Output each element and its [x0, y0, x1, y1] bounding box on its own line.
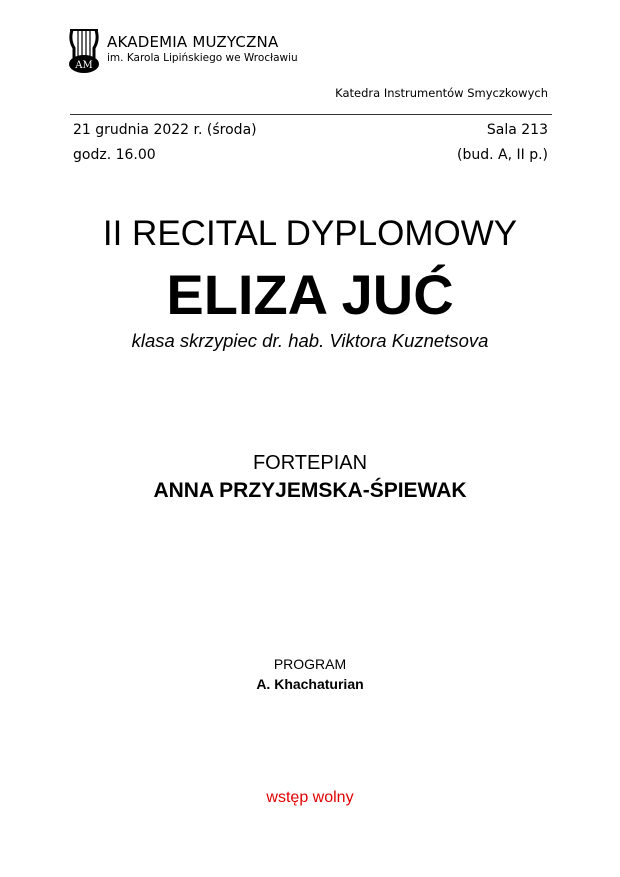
- program-label: PROGRAM: [273, 656, 347, 672]
- event-date: 21 grudnia 2022 r. (środa): [73, 122, 257, 138]
- svg-text:AM: AM: [75, 60, 93, 71]
- pianist-name: ANNA PRZYJEMSKA-ŚPIEWAK: [153, 479, 467, 502]
- event-building: (bud. A, II p.): [457, 147, 548, 163]
- org-name: AKADEMIA MUZYCZNA: [107, 33, 279, 51]
- composer: A. Khachaturian: [256, 676, 364, 692]
- accompaniment-label: FORTEPIAN: [252, 452, 368, 474]
- class-info: klasa skrzypiec dr. hab. Viktora Kuznetsova: [131, 330, 489, 351]
- org-subtitle: im. Karola Lipińskiego we Wrocławiu: [107, 52, 298, 64]
- event-time: godz. 16.00: [73, 147, 156, 163]
- event-room: Sala 213: [486, 122, 548, 138]
- lyre-logo-icon: [66, 26, 102, 74]
- department: Katedra Instrumentów Smyczkowych: [335, 86, 548, 100]
- performer-name: ELIZA JUĆ: [166, 263, 454, 326]
- admission-note: wstęp wolny: [266, 789, 354, 806]
- org-header: [107, 33, 298, 66]
- recital-title: II RECITAL DYPLOMOWY: [102, 214, 518, 253]
- divider: [70, 114, 552, 115]
